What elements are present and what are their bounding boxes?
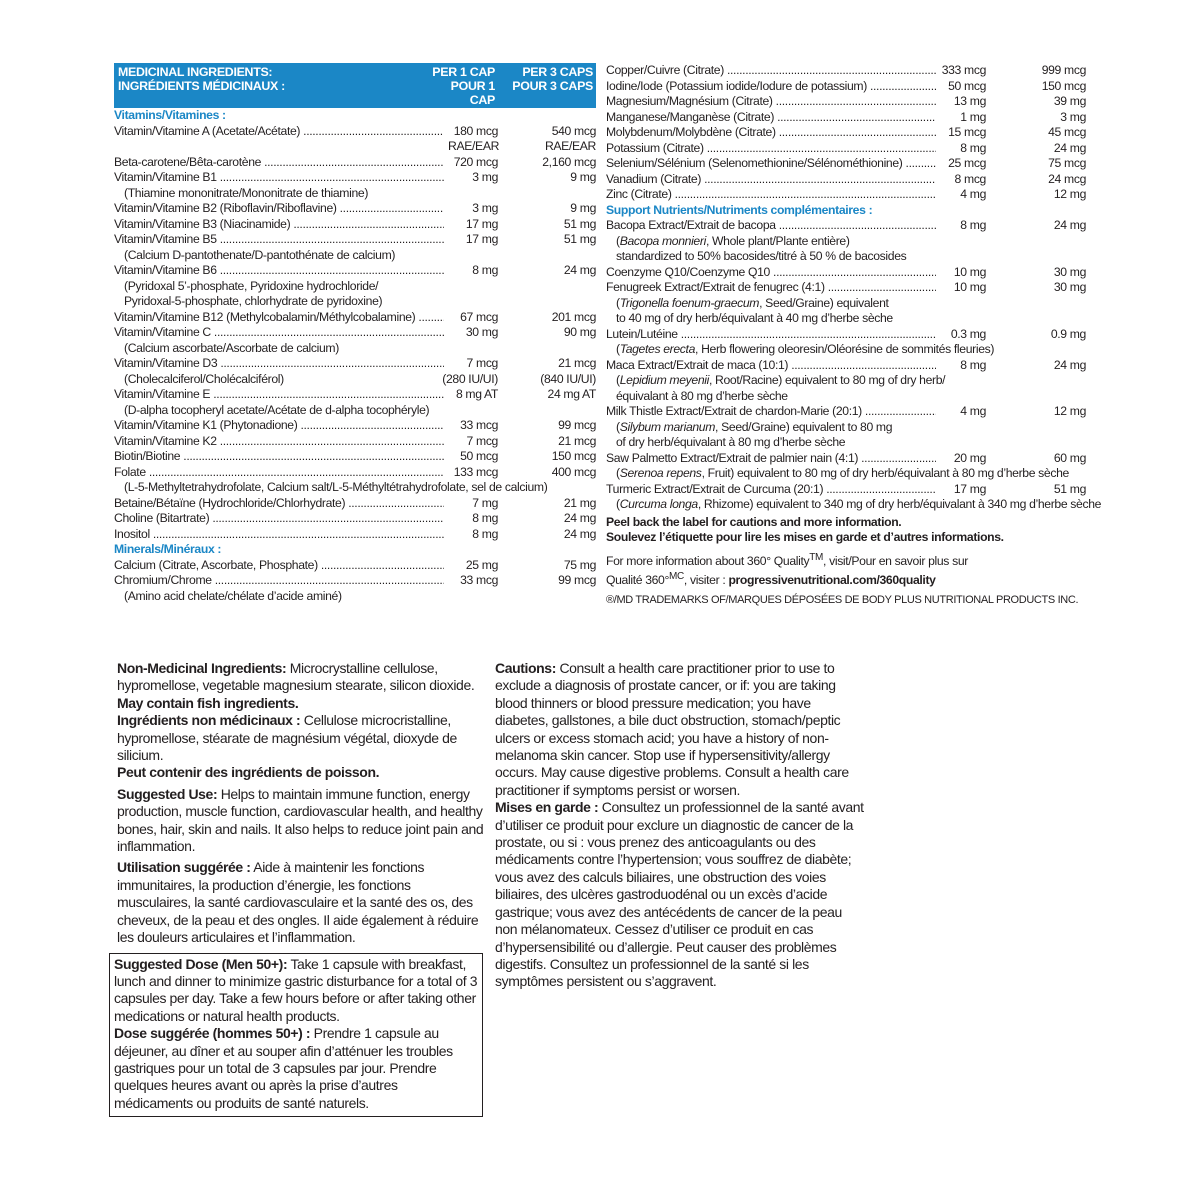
header-per3-fr: POUR 3 CAPS: [512, 79, 593, 93]
header-name-en: MEDICINAL INGREDIENTS:: [118, 65, 273, 79]
more-info-line-2: Qualité 360°$^{MC}$, visiter : progressivenutritional.com/360quality: [606, 571, 936, 588]
cautions-fr: Mises en garde : Consultez un professionnel de la santé avant d’utiliser ce produit pour exclure un diagnostic de cancer de la prostate, ou si : vous prenez des anticoagulants ou des médicaments contre l’hypertension; vous souffrez de diabète; vous avez des calculs biliaires, une obstruction des voies biliaires, des ulcères gastroduodénal ou un excès d’acide gastrique; vous avez des antécédents de cancer de la peau non mélanomateux. Cessez d’utiliser ce produit en cas d’hypersensibilité ou d’allergie. Peut causer des problèmes digestifs. Consultez un professionnel de la santé si les symptômes persistent ou s’aggravent.: [495, 799, 864, 990]
ingredient-row: Beta-carotene/Bêta-carotène ..... 720 mcg 2,160 mcg: [114, 155, 596, 171]
ingredient-source: to 40 mg of dry herb/équivalant à 40 mg d’herbe sèche: [616, 311, 893, 325]
ingredient-row: Calcium (Citrate, Ascorbate, Phosphate) ..... 25 mg 75 mg: [114, 558, 596, 574]
ingredient-row: Vitamin/Vitamine A (Acetate/Acétate) ..... 180 mcg 540 mcg: [114, 124, 596, 140]
ingredient-row: Vitamin/Vitamine D3 ..... 7 mcg 21 mcg: [114, 356, 596, 372]
ingredient-row: Vitamin/Vitamine K2 ..... 7 mcg 21 mcg: [114, 434, 596, 450]
ingredient-row: Biotin/Biotine ..... 50 mcg 150 mcg: [114, 449, 596, 465]
suggested-dose-box: [109, 953, 483, 1118]
ingredient-row: Saw Palmetto Extract/Extrait de palmier nain (4:1) ..... 20 mg 60 mg: [606, 451, 1086, 467]
header-name-fr: INGRÉDIENTS MÉDICINAUX :: [118, 79, 285, 93]
header-per1-en: PER 1 CAP: [432, 65, 495, 79]
ingredient-row: Potassium (Citrate) ..... 8 mg 24 mg: [606, 141, 1086, 157]
ingredient-row: Iodine/Iode (Potassium iodide/Iodure de potassium) ..... 50 mcg 150 mcg: [606, 79, 1086, 95]
vitamins-heading: Vitamins/Vitamines :: [114, 108, 226, 122]
ingredient-row: Copper/Cuivre (Citrate) ..... 333 mcg 999 mcg: [606, 63, 1086, 79]
ingredient-source: (Thiamine mononitrate/Mononitrate de thiamine): [124, 185, 369, 200]
info-left: [114, 660, 487, 1117]
table-header: [114, 63, 596, 108]
ingredient-row: Folate ..... 133 mcg 400 mcg: [114, 465, 596, 481]
trademark-notice: ®/MD TRADEMARKS OF/MARQUES DÉPOSÉES DE BODY PLUS NUTRITIONAL PRODUCTS INC.: [606, 593, 1079, 606]
ingredient-source: (Serenoa repens, Fruit) equivalent to 80 mg of dry herb/équivalant à 80 mg d’herbe sèche: [616, 466, 1069, 480]
more-info-line-1: For more information about 360° Quality™, visit/Pour en savoir plus sur: [606, 551, 968, 568]
ingredient-row: Inositol ..... 8 mg 24 mg: [114, 527, 596, 543]
ingredient-source: (Pyridoxal 5’-phosphate, Pyridoxine hydrochloride/: [124, 278, 379, 293]
ingredient-row: Vitamin/Vitamine B2 (Riboflavin/Riboflavine) ..... 3 mg 9 mg: [114, 201, 596, 217]
non-medicinal-en: Non-Medicinal Ingredients: Microcrystalline cellulose, hypromellose, vegetable magnesium stearate, silicon dioxide. May contain fish ingredients.: [117, 660, 475, 711]
suggested-use-en: Suggested Use: Helps to maintain immune function, energy production, muscle function, cardiovascular health, and healthy bones, hair, skin and nails. It also helps to reduce joint pain and inflammation.: [117, 785, 484, 855]
ingredient-row: Vitamin/Vitamine B1 ..... 3 mg 9 mg: [114, 170, 596, 186]
ingredient-row: Molybdenum/Molybdène (Citrate) ..... 15 mcg 45 mcg: [606, 125, 1086, 141]
suggested-dose-fr: Dose suggérée (hommes 50+) : Prendre 1 capsule au déjeuner, au dîner et au souper afin d’atténuer les troubles gastriques pour un total de 3 capsules par jour. Prendre quelques heures avant ou après la prise d’autres médicaments ou produits de santé naturels.: [114, 1025, 453, 1111]
ingredient-row: Betaine/Bétaïne (Hydrochloride/Chlorhydrate) ..... 7 mg 21 mg: [114, 496, 596, 512]
ingredient-source: Pyridoxal-5-phosphate, chlorhydrate de pyridoxine): [124, 294, 383, 308]
ingredient-source: (Trigonella foenum-graecum, Seed/Graine) equivalent: [616, 295, 889, 310]
non-medicinal-fr: Ingrédients non médicinaux : Cellulose microcristalline, hypromellose, stéarate de magnésium végétal, dioxyde de silicium. Peut contenir des ingrédients de poisson.: [117, 712, 457, 781]
ingredient-row: Choline (Bitartrate) ..... 8 mg 24 mg: [114, 511, 596, 527]
ingredient-source: équivalant à 80 mg d’herbe sèche: [616, 388, 788, 403]
ingredient-row: Milk Thistle Extract/Extrait de chardon-Marie (20:1) ..... 4 mg 12 mg: [606, 404, 1086, 420]
ingredient-source: standardized to 50% bacosides/titré à 50 % de bacosides: [616, 249, 907, 263]
ingredient-row: Vitamin/Vitamine E ..... 8 mg AT 24 mg AT: [114, 387, 596, 403]
ingredient-row: Lutein/Lutéine ..... 0.3 mg 0.9 mg: [606, 327, 1086, 343]
ingredient-row: Bacopa Extract/Extrait de bacopa ..... 8 mg 24 mg: [606, 218, 1086, 234]
header-per1-fr: POUR 1 CAP: [450, 79, 495, 107]
ingredient-source: (Calcium ascorbate/Ascorbate de calcium): [124, 340, 339, 355]
ingredient-source: (D-alpha tocopheryl acetate/Acétate de d-alpha tocophéryle): [124, 402, 430, 417]
ingredient-source: (Lepidium meyenii, Root/Racine) equivalent to 80 mg of dry herb/: [616, 373, 946, 387]
ingredient-row: Vitamin/Vitamine B12 (Methylcobalamin/Méthylcobalamine) ..... 67 mcg 201 mcg: [114, 310, 596, 326]
ingredient-source: (Bacopa monnieri, Whole plant/Plante entière): [616, 233, 850, 248]
ingredient-row: Vitamin/Vitamine C ..... 30 mg 90 mg: [114, 325, 596, 341]
ingredient-source: (L-5-Methyltetrahydrofolate, Calcium salt/L-5-Méthyltétrahydrofolate, sel de calcium): [124, 480, 548, 494]
support-heading: Support Nutrients/Nutriments complémentaires :: [606, 202, 873, 217]
ingredient-row: Vitamin/Vitamine B5 ..... 17 mg 51 mg: [114, 232, 596, 248]
ingredient-row: Turmeric Extract/Extrait de Curcuma (20:1) ..... 17 mg 51 mg: [606, 482, 1086, 498]
ingredient-row: Manganese/Manganèse (Citrate) ..... 1 mg 3 mg: [606, 110, 1086, 126]
ingredient-row: Vitamin/Vitamine K1 (Phytonadione) ..... 33 mcg 99 mcg: [114, 418, 596, 434]
ingredient-row: Vanadium (Citrate) ..... 8 mcg 24 mcg: [606, 172, 1086, 188]
ingredient-source: (Curcuma longa, Rhizome) equivalent to 340 mg of dry herb/équivalant à 340 mg d’herbe sèche: [616, 497, 1102, 511]
header-per3-en: PER 3 CAPS: [522, 65, 593, 79]
ingredient-source: (Silybum marianum, Seed/Graine) equivalent to 80 mg: [616, 419, 893, 434]
ingredient-source-row: (Cholecalciferol/Cholécalciférol) (280 IU/UI) (840 IU/UI): [124, 371, 596, 386]
ingredient-source: (Calcium D-pantothenate/D-pantothénate de calcium): [124, 247, 396, 262]
ingredient-source: of dry herb/équivalant à 80 mg d’herbe sèche: [616, 435, 846, 449]
ingredient-row: Zinc (Citrate) ..... 4 mg 12 mg: [606, 187, 1086, 203]
ingredient-row: Maca Extract/Extrait de maca (10:1) ..... 8 mg 24 mg: [606, 358, 1086, 374]
ingredients-table-right: [606, 63, 1102, 608]
ingredients-table-left: [114, 63, 596, 604]
ingredient-source: (Amino acid chelate/chélate d’acide aminé): [124, 588, 342, 603]
minerals-heading: Minerals/Minéraux :: [114, 542, 222, 556]
ingredient-row: Magnesium/Magnésium (Citrate) ..... 13 mg 39 mg: [606, 94, 1086, 110]
ingredient-source: (Tagetes erecta, Herb flowering oleoresin/Oléorésine de sommités fleuries): [616, 342, 995, 356]
ingredient-row: Fenugreek Extract/Extrait de fenugrec (4:1) ..... 10 mg 30 mg: [606, 280, 1086, 296]
suggested-use-fr: Utilisation suggérée : Aide à maintenir les fonctions immunitaires, la production d’énergie, les fonctions musculaires, la santé cardiovasculaire et la santé des os, des cheveux, de la peau et des ongles. Il aide également à réduire les douleurs articulaires et l’inflammation.: [117, 859, 479, 946]
cautions-en: Cautions: Consult a health care practitioner prior to use to exclude a diagnosis of prostate cancer, or if: you are taking blood thinners or blood pressure medication; you have diabetes, gallstones, a bile duct obstruction, stomach/peptic ulcers or excess stomach acid; you have a history of non-melanoma skin cancer. Stop use if hypersensitivity/allergy occurs. May cause digestive problems. Consult a health care practitioner if symptoms persist or worsen.: [495, 660, 849, 798]
ingredient-row: Vitamin/Vitamine B6 ..... 8 mg 24 mg: [114, 263, 596, 279]
info-right: [495, 660, 865, 991]
peel-notice-en: Peel back the label for cautions and more information.: [606, 514, 902, 529]
peel-notice-fr: Soulevez l’étiquette pour lire les mises en garde et d’autres informations.: [606, 530, 1004, 544]
suggested-dose-en: Suggested Dose (Men 50+): Take 1 capsule with breakfast, lunch and dinner to minimize gastric disturbance for a total of 3 capsules per day. Take a few hours before or after taking other medications or natural health products.: [114, 955, 478, 1024]
ingredient-row: Coenzyme Q10/Coenzyme Q10 ..... 10 mg 30 mg: [606, 265, 1086, 281]
ingredient-row: RAE/EAR RAE/EAR: [448, 139, 596, 153]
ingredient-row: Selenium/Sélénium (Selenomethionine/Sélénométhionine) ..... 25 mcg 75 mcg: [606, 156, 1086, 172]
ingredient-row: Vitamin/Vitamine B3 (Niacinamide) ..... 17 mg 51 mg: [114, 217, 596, 233]
more-info-link[interactable]: progressivenutritional.com/360quality: [728, 573, 936, 588]
ingredient-row: Chromium/Chrome ..... 33 mcg 99 mcg: [114, 573, 596, 589]
